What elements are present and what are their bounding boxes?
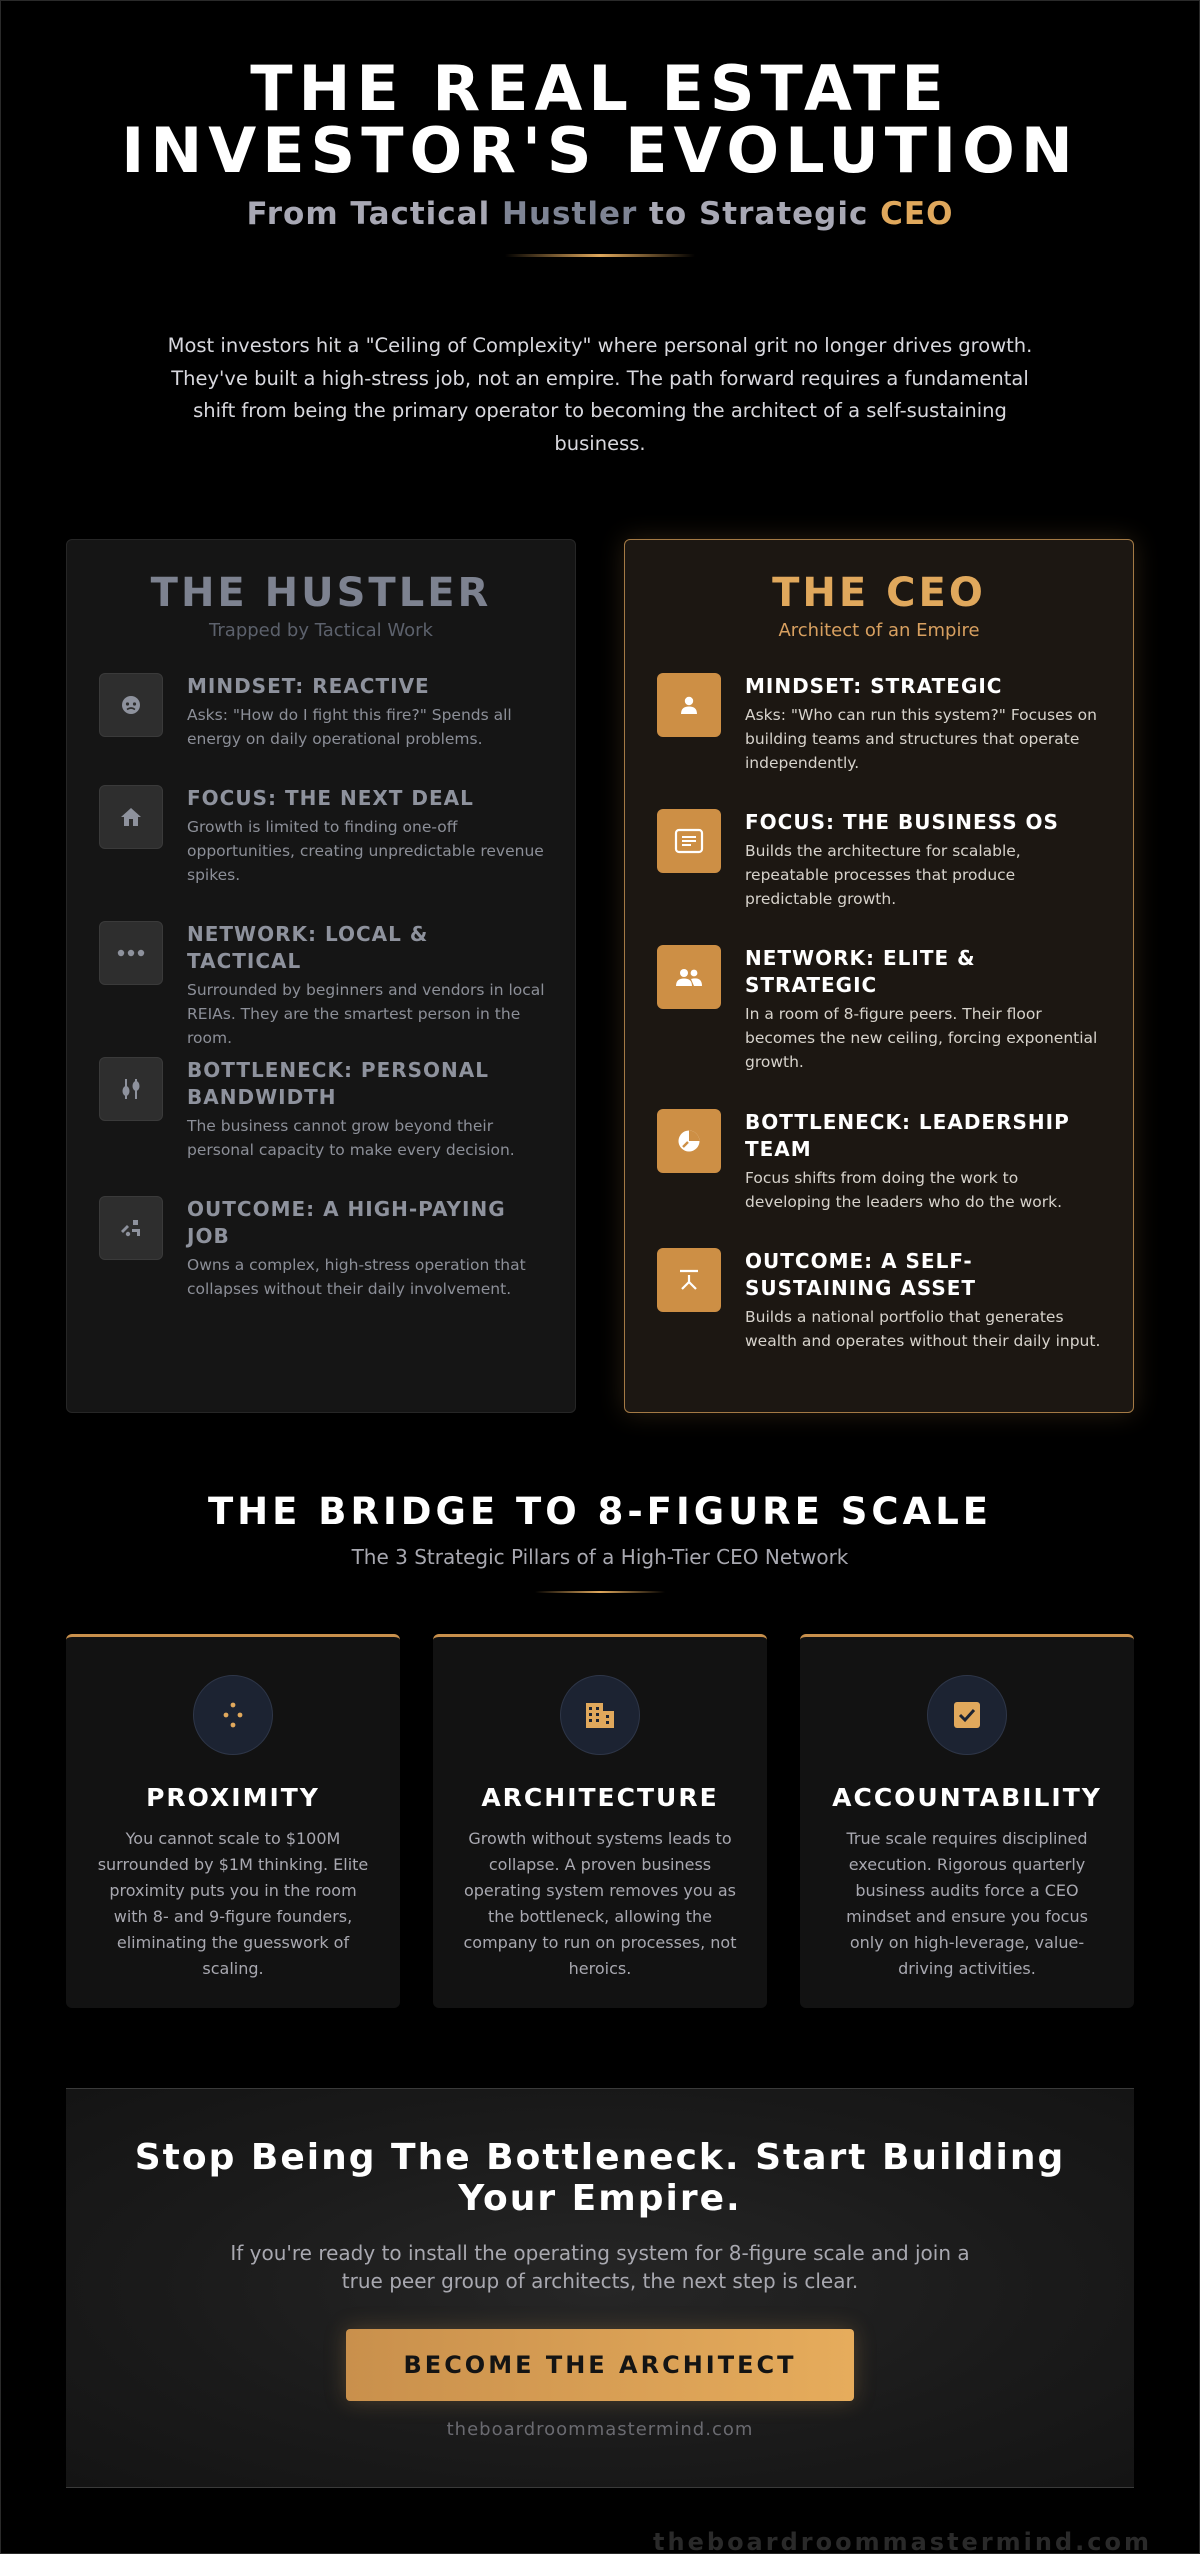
cta-url-link[interactable]: theboardroommastermind.com — [446, 2419, 754, 2440]
page-title — [0, 52, 1200, 187]
subtitle-hustler: Hustler — [502, 196, 638, 232]
pillar-body: Growth without systems leads to collapse. A proven business operating system removes you as the bottleneck, allowing the company to run on processes, not heroics. — [463, 1829, 737, 1978]
ceo-title: THE CEO — [772, 570, 986, 616]
header-divider — [505, 254, 695, 257]
ceo-panel — [624, 539, 1134, 1413]
dots-icon — [99, 921, 163, 985]
hustler-title: THE HUSTLER — [150, 570, 492, 616]
page-subtitle — [0, 196, 1200, 232]
dots-cluster-icon — [193, 1675, 273, 1755]
hustler-subtitle: Trapped by Tactical Work — [209, 620, 433, 641]
pillar-heading: ACCOUNTABILITY — [832, 1783, 1102, 1812]
become-architect-button[interactable]: BECOME THE ARCHITECT — [346, 2329, 854, 2401]
face-icon — [99, 673, 163, 737]
merge-icon — [657, 1248, 721, 1312]
pillar-body: You cannot scale to $100M surrounded by $1M thinking. Elite proximity puts you in the room with 8- and 9-figure founders, eliminating the guesswork of scaling. — [97, 1829, 369, 1978]
hustler-item-body: Growth is limited to finding one-off opportunities, creating unpredictable revenue spikes. — [187, 818, 544, 884]
ceo-item-body: Focus shifts from doing the work to developing the leaders who do the work. — [745, 1169, 1063, 1211]
hustler-item-heading: FOCUS: THE NEXT DEAL — [187, 786, 474, 810]
bridge-divider — [535, 1591, 665, 1593]
cta-heading: Stop Being The Bottleneck. Start Building Your Empire. — [134, 2137, 1066, 2219]
page-title-line-1: THE REAL ESTATE — [250, 52, 950, 125]
page-title-line-2: INVESTOR'S EVOLUTION — [121, 114, 1079, 187]
hustler-item-body: Owns a complex, high-stress operation that collapses without their daily involvement. — [187, 1256, 526, 1298]
hustler-item-heading: OUTCOME: A HIGH-PAYING JOB — [187, 1197, 506, 1248]
subtitle-text-2: to Strategic — [637, 196, 881, 232]
checkbox-icon — [927, 1675, 1007, 1755]
ceo-item-body: In a room of 8-figure peers. Their floor becomes the new ceiling, forcing exponential growth. — [745, 1005, 1098, 1071]
pillar-accountability — [800, 1634, 1134, 2008]
group-icon — [657, 945, 721, 1009]
sliders-icon — [99, 1057, 163, 1121]
ceo-item-heading: OUTCOME: A SELF-SUSTAINING ASSET — [745, 1249, 977, 1300]
hustler-item-heading: BOTTLENECK: PERSONAL BANDWIDTH — [187, 1058, 490, 1109]
cta-section — [66, 2088, 1134, 2488]
person-icon — [657, 673, 721, 737]
cta-body: If you're ready to install the operating system for 8-figure scale and join a true peer group of architects, the next step is clear. — [230, 2241, 970, 2293]
hustler-item-heading: MINDSET: REACTIVE — [187, 674, 430, 698]
house-icon — [99, 785, 163, 849]
pie-icon — [657, 1109, 721, 1173]
pillar-heading: ARCHITECTURE — [481, 1783, 719, 1812]
subtitle-text: From Tactical — [246, 196, 503, 232]
pillar-proximity — [66, 1634, 400, 2008]
ceo-item-heading: BOTTLENECK: LEADERSHIP TEAM — [745, 1110, 1070, 1161]
bridge-title: THE BRIDGE TO 8-FIGURE SCALE — [207, 1490, 993, 1533]
ceo-item-body: Asks: "Who can run this system?" Focuses on building teams and structures that operate independently. — [745, 706, 1097, 772]
ceo-subtitle: Architect of an Empire — [778, 620, 980, 641]
hustler-item-body: The business cannot grow beyond their personal capacity to make every decision. — [187, 1117, 515, 1159]
pillar-architecture — [433, 1634, 767, 2008]
shuffle-icon — [99, 1196, 163, 1260]
ceo-item-body: Builds the architecture for scalable, repeatable processes that produce predictable growth. — [745, 842, 1021, 908]
hustler-item-body: Surrounded by beginners and vendors in local REIAs. They are the smartest person in the room. — [187, 981, 545, 1047]
hustler-item-body: Asks: "How do I fight this fire?" Spends all energy on daily operational problems. — [187, 706, 512, 748]
ceo-item-heading: NETWORK: ELITE & STRATEGIC — [745, 946, 976, 997]
subtitle-ceo: CEO — [880, 196, 954, 232]
watermark: theboardroommastermind.com — [653, 2528, 1152, 2554]
ceo-item-heading: FOCUS: THE BUSINESS OS — [745, 810, 1059, 834]
hustler-panel — [66, 539, 576, 1413]
pillar-body: True scale requires disciplined execution. Rigorous quarterly business audits force a CEO mindset and ensure you focus only on high-leverage, value-driving activities. — [846, 1829, 1088, 1978]
hustler-item-heading: NETWORK: LOCAL & TACTICAL — [187, 922, 429, 973]
document-icon — [657, 809, 721, 873]
building-icon — [560, 1675, 640, 1755]
bridge-section-header — [0, 1490, 1200, 1593]
ceo-item-heading: MINDSET: STRATEGIC — [745, 674, 1003, 698]
ceo-item-body: Builds a national portfolio that generates wealth and operates without their daily input. — [745, 1308, 1101, 1350]
hero-header — [0, 52, 1200, 257]
bridge-subtitle: The 3 Strategic Pillars of a High-Tier CEO Network — [351, 1545, 849, 1569]
pillar-heading: PROXIMITY — [146, 1783, 320, 1812]
intro-paragraph: Most investors hit a "Ceiling of Complexity" where personal grit no longer drives growth. They've built a high-stress job, not an empire. The path forward requires a fundamental shift from being the primary operator to becoming the architect of a self-sustaining business. — [167, 334, 1033, 455]
